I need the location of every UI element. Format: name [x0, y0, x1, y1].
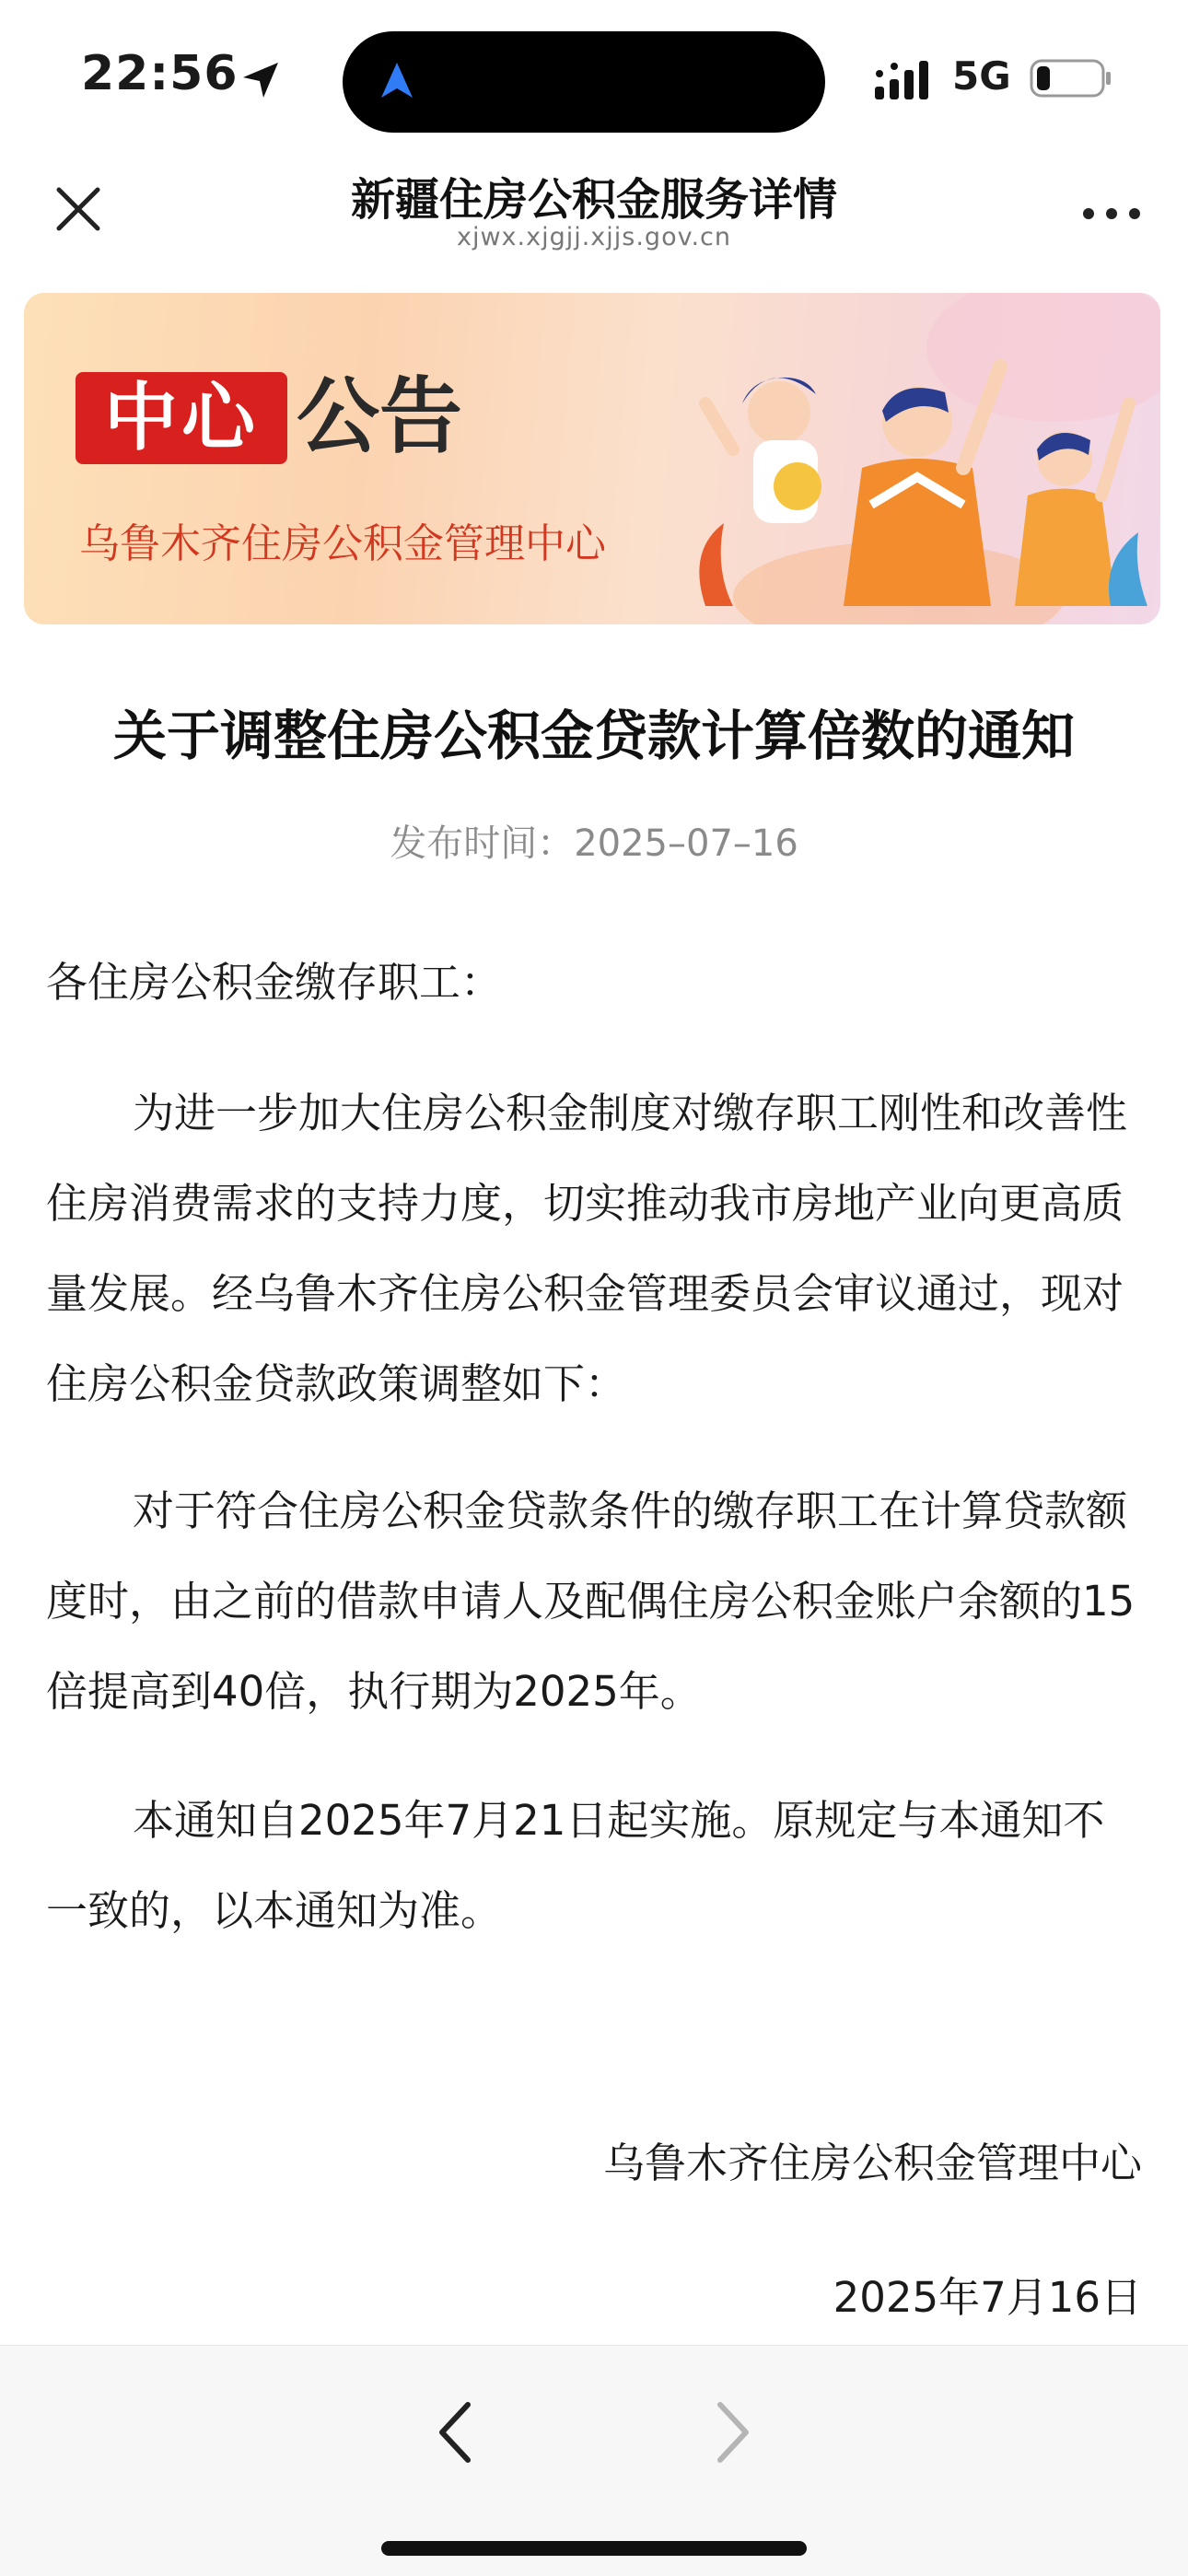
- publish-date-row: [0, 814, 1188, 867]
- greeting: 各住房公积金缴存职工：: [46, 958, 503, 1007]
- banner-org: 乌鲁木齐住房公积金管理中心: [79, 520, 606, 567]
- page-title: 新疆住房公积金服务详情: [350, 174, 837, 226]
- paragraph: 对于符合住房公积金贷款条件的缴存职工在计算贷款额度时，由之前的借款申请人及配偶住房公积金账户余额的15倍提高到40倍，执行期为2025年。: [46, 1486, 1136, 1716]
- banner-badge: 中心: [76, 372, 287, 464]
- publish-date: 2025–07–16: [574, 822, 798, 865]
- battery-icon: [1030, 59, 1112, 98]
- status-bar: [0, 0, 1188, 157]
- paragraph: 为进一步加大住房公积金制度对缴存职工刚性和改善性住房消费需求的支持力度，切实推动我市房地产业向更高质量发展。经乌鲁木齐住房公积金管理委员会审议通过，现对住房公积金贷款政策调整如下：: [46, 1089, 1128, 1408]
- publish-label: 发布时间：: [390, 822, 575, 865]
- network-type: 5G: [952, 53, 1011, 99]
- more-icon[interactable]: [1079, 193, 1144, 230]
- location-arrow-icon: [238, 57, 284, 103]
- navigation-icon: [376, 59, 418, 101]
- signature-org: 乌鲁木齐住房公积金管理中心: [602, 2139, 1142, 2187]
- home-indicator[interactable]: [381, 2541, 807, 2556]
- back-icon[interactable]: [429, 2397, 481, 2467]
- nav-header: [0, 157, 1188, 267]
- paragraph: 本通知自2025年7月21日起实施。原规定与本通知不一致的，以本通知为准。: [46, 1796, 1105, 1935]
- browser-toolbar: [0, 2345, 1188, 2576]
- status-time: 22:56: [81, 46, 239, 101]
- banner-label: 公告: [297, 368, 462, 465]
- signature-date: 2025年7月16日: [833, 2273, 1142, 2322]
- page-url: xjwx.xjgjj.xjjs.gov.cn: [456, 223, 732, 251]
- people-illustration-icon: [669, 293, 1160, 624]
- article-title: 关于调整住房公积金贷款计算倍数的通知: [112, 705, 1075, 767]
- signal-icon: [873, 59, 936, 101]
- announcement-banner: [24, 293, 1160, 624]
- forward-icon[interactable]: [707, 2397, 759, 2467]
